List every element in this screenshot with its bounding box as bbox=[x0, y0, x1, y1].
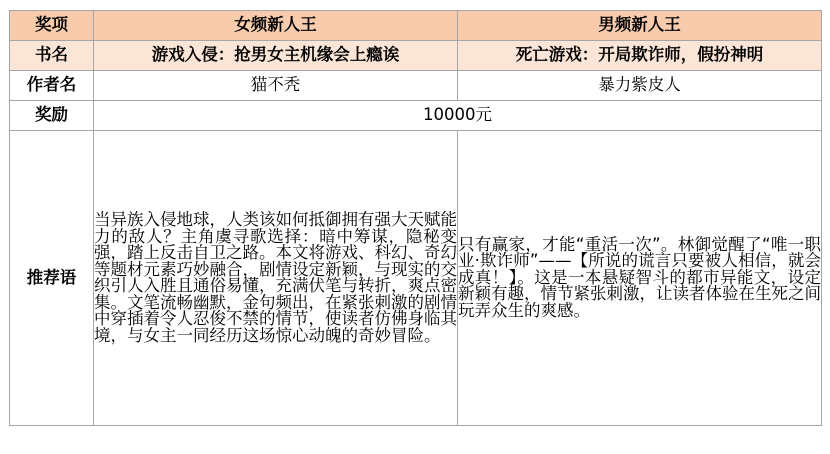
recommendation-label: 推荐语 bbox=[10, 131, 94, 426]
reward-row bbox=[10, 101, 822, 131]
reward-label: 奖励 bbox=[10, 101, 94, 131]
male-category-header: 男频新人王 bbox=[458, 11, 822, 41]
male-recommendation-text: 只有赢家，才能“重活一次”。林御觉醒了“唯一职业·欺诈师”——【所说的谎言只要被人相信，就会成真！】。这是一本悬疑智斗的都市异能文，设定新颖有趣，情节紧张刺激，让读者体验在生死之间玩弄众生的爽感。 bbox=[458, 234, 821, 320]
book-title-row bbox=[10, 41, 822, 71]
female-recommendation-text: 当异族入侵地球，人类该如何抵御拥有强大天赋能力的敌人？主角虞寻歌选择：暗中筹谋，隐秘变强，踏上反击自卫之路。本文将游戏、科幻、奇幻等题材元素巧妙融合，剧情设定新颖，与现实的交织引人入胜且通俗易懂，充满伏笔与转折，爽点密集。文笔流畅幽默，金句频出，在紧张刺激的剧情中穿插着令人忍俊不禁的情节，使读者仿佛身临其境，与女主一同经历这场惊心动魄的奇妙冒险。 bbox=[94, 210, 457, 345]
male-recommendation-cell bbox=[458, 131, 822, 426]
female-author-name: 猫不秃 bbox=[94, 71, 458, 101]
male-book-title: 死亡游戏：开局欺诈师，假扮神明 bbox=[458, 41, 822, 71]
male-author-name: 暴力紫皮人 bbox=[458, 71, 822, 101]
book-title-label: 书名 bbox=[10, 41, 94, 71]
female-category-header: 女频新人王 bbox=[94, 11, 458, 41]
female-recommendation-cell bbox=[94, 131, 458, 426]
award-table bbox=[9, 10, 822, 426]
header-row bbox=[10, 11, 822, 41]
award-label-cell: 奖项 bbox=[10, 11, 94, 41]
author-label: 作者名 bbox=[10, 71, 94, 101]
recommendation-row bbox=[10, 131, 822, 426]
author-row bbox=[10, 71, 822, 101]
female-book-title: 游戏入侵：抢男女主机缘会上瘾诶 bbox=[94, 41, 458, 71]
reward-value: 10000元 bbox=[94, 101, 822, 131]
